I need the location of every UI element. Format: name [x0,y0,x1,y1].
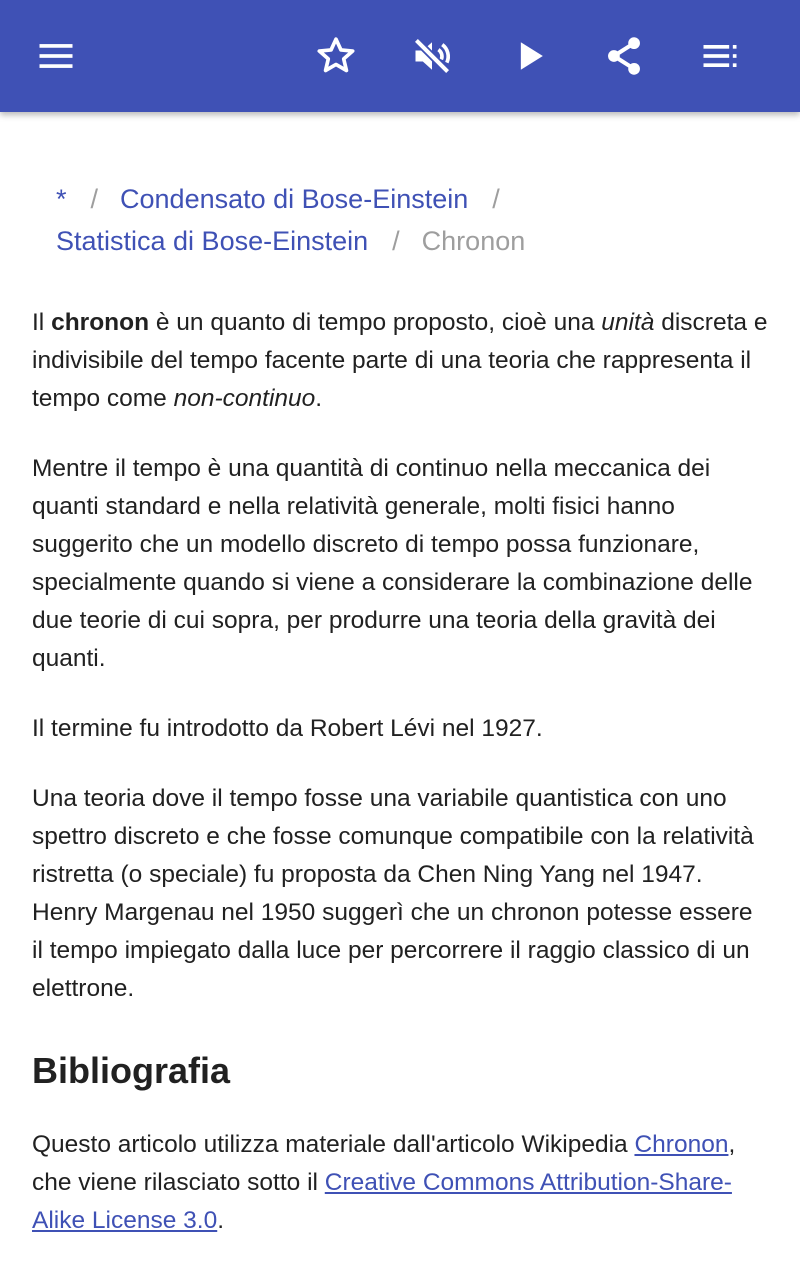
wikipedia-article-link[interactable]: Chronon [634,1131,729,1158]
intro-text-3: discreta e indivisibile del tempo facente parte di una teoria che rappresenta il tempo come [32,309,768,412]
breadcrumb-item-bose-einstein-condensate[interactable]: Condensato di Bose-Einstein [120,184,469,214]
breadcrumb-item-bose-einstein-statistics[interactable]: Statistica di Bose-Einstein [56,226,369,256]
article-content [32,112,768,1240]
contents-button[interactable] [688,24,752,88]
paragraph-theory-history: Una teoria dove il tempo fosse una variabile quantistica con uno spettro discreto e che fosse comunque compatibile con la relatività ristretta (o speciale) fu proposta da Chen Ning Yang nel 1947. Henry Margenau nel 1950 suggerì che un chronon potesse essere il tempo impiegato dalla luce per percorrere il raggio classico di un elettrone. [32,785,754,1002]
table-of-contents-icon [698,34,742,78]
paragraph-quantum-time: Mentre il tempo è una quantità di continuo nella meccanica dei quanti standard e nella relatività generale, molti fisici hanno suggerito che un modello discreto di tempo possa funzionare, specialmente quando si viene a considerare la combinazione delle due teorie di cui sopra, per produrre una teoria della gravità dei quanti. [32,455,753,672]
paragraph-intro [32,304,768,418]
play-icon [508,34,552,78]
paragraph-term-origin: Il termine fu introdotto da Robert Lévi nel 1927. [32,715,543,742]
breadcrumb-separator: / [392,226,400,256]
italic-non-continuous: non-continuo [173,385,316,412]
bookmark-button[interactable] [304,24,368,88]
intro-text-2: è un quanto di tempo proposto, cioè una [149,309,602,336]
share-icon [602,34,646,78]
intro-text-1: Il [32,309,52,336]
play-button[interactable] [498,24,562,88]
breadcrumb-separator: / [90,184,99,214]
biblio-text-1: Questo articolo utilizza materiale dall'articolo Wikipedia [32,1131,635,1158]
license-link[interactable]: Creative Commons Attribution-Share-Alike License 3.0 [32,1169,732,1234]
volume-off-icon [410,34,454,78]
section-heading-bibliography: Bibliografia [32,1050,231,1091]
app-bar [0,0,800,112]
italic-unit: unità [601,309,655,336]
intro-text-4: . [315,385,323,412]
breadcrumb-current: Chronon [421,226,526,256]
term-chronon: chronon [51,309,150,336]
breadcrumb [56,178,768,262]
hamburger-menu-icon [34,34,78,78]
biblio-text-3: . [217,1207,225,1234]
paragraph-bibliography [32,1126,768,1240]
breadcrumb-separator: / [492,184,500,214]
breadcrumb-item-root[interactable]: * [56,184,67,214]
menu-button[interactable] [24,24,88,88]
share-button[interactable] [592,24,656,88]
biblio-text-2: , che viene rilasciato sotto il [32,1131,736,1196]
star-outline-icon [314,34,358,78]
mute-button[interactable] [400,24,464,88]
